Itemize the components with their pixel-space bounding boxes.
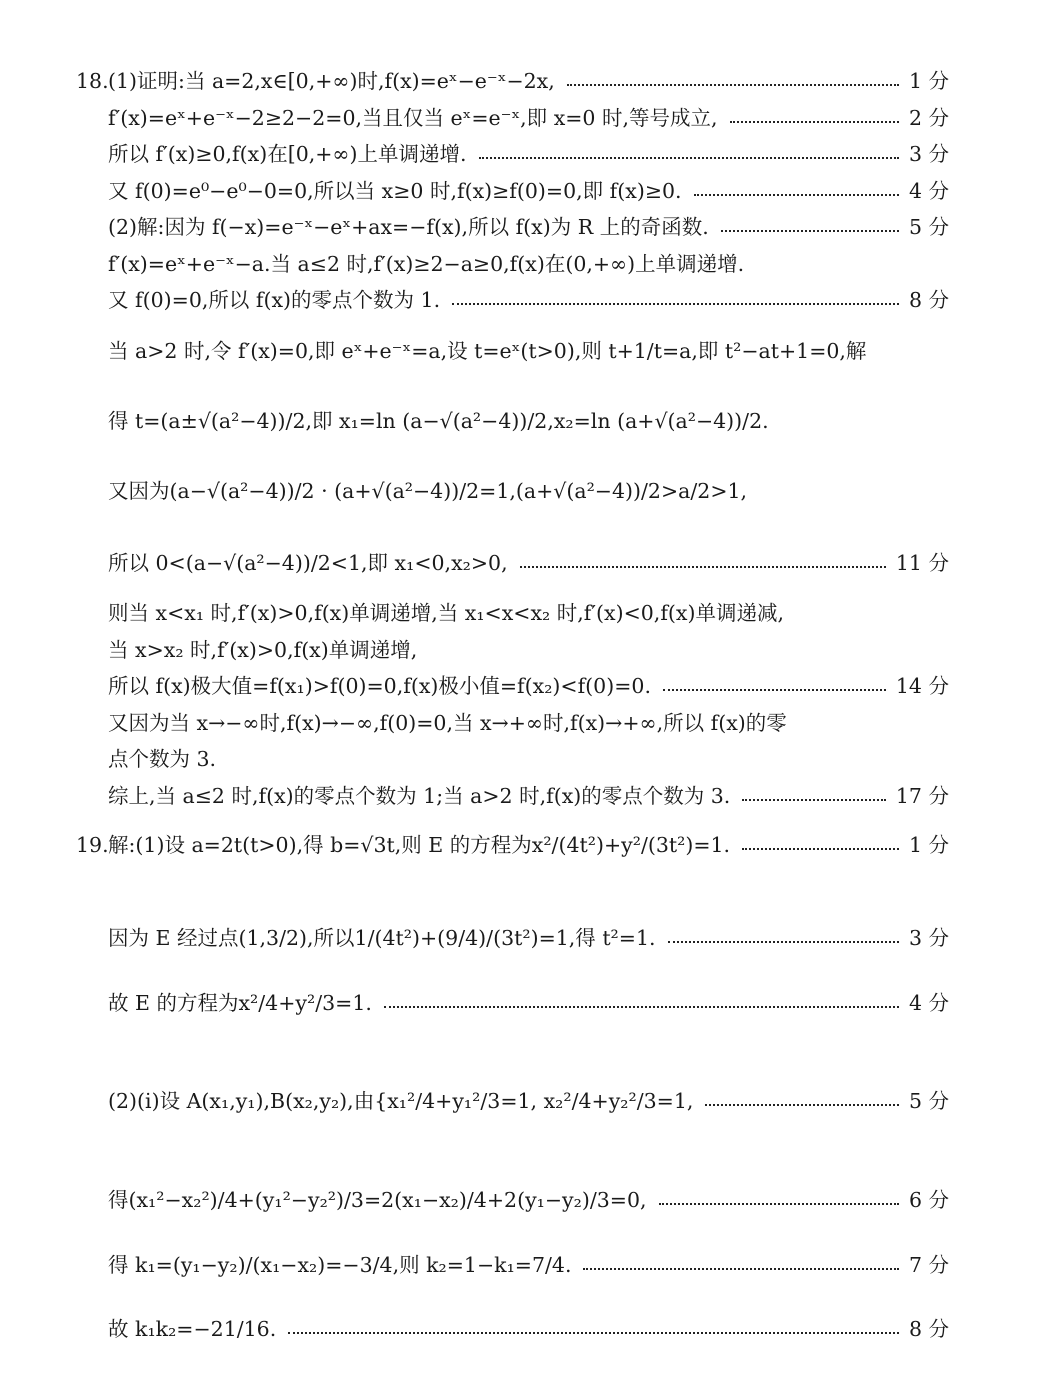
solution-text: 所以 f(x)极大值=f(x₁)>f(0)=0,f(x)极小值=f(x₂)<f(0)=0.: [108, 674, 651, 698]
q18-line-12: [108, 600, 949, 626]
q18-line-10: [108, 478, 949, 504]
solution-text: 当 x>x₂ 时,f′(x)>0,f(x)单调递增,: [108, 638, 418, 662]
solution-text: 所以 0<(a−√(a²−4))/2<1,即 x₁<0,x₂>0,: [108, 551, 508, 575]
score-label: 7 分: [908, 1253, 949, 1277]
solution-text: 综上,当 a≤2 时,f(x)的零点个数为 1;当 a>2 时,f(x)的零点个数为 3.: [108, 784, 731, 808]
score-label: 3 分: [908, 926, 949, 950]
dot-leader: [520, 566, 886, 568]
score-label: 8 分: [908, 1317, 949, 1341]
q19-line-1: [76, 832, 949, 858]
solution-text: 得 k₁=(y₁−y₂)/(x₁−x₂)=−3/4,则 k₂=1−k₁=7/4.: [108, 1253, 572, 1277]
dot-leader: [721, 230, 899, 232]
dot-leader: [730, 121, 899, 123]
solution-text: 得 t=(a±√(a²−4))/2,即 x₁=ln (a−√(a²−4))/2,x₂=ln (a+√(a²−4))/2.: [108, 409, 769, 433]
dot-leader: [288, 1332, 899, 1334]
score-label: 6 分: [908, 1188, 949, 1212]
solution-text: f′(x)=eˣ+e⁻ˣ−2≥2−2=0,当且仅当 eˣ=e⁻ˣ,即 x=0 时,等号成立,: [108, 106, 718, 130]
dot-leader: [583, 1268, 898, 1270]
q18-line-5: [108, 214, 949, 240]
solution-text: f′(x)=eˣ+e⁻ˣ−a.当 a≤2 时,f′(x)≥2−a≥0,f(x)在(0,+∞)上单调递增.: [108, 252, 745, 276]
solution-text: 解:(1)设 a=2t(t>0),得 b=√3t,则 E 的方程为x²/(4t²)+y²/(3t²)=1.: [108, 833, 731, 857]
score-label: 11 分: [895, 551, 949, 575]
solution-text: 又 f(0)=0,所以 f(x)的零点个数为 1.: [108, 288, 441, 312]
solution-text: 因为 E 经过点(1,3/2),所以1/(4t²)+(9/4)/(3t²)=1,得 t²=1.: [108, 926, 656, 950]
dot-leader: [567, 84, 899, 86]
q19-line-6: [108, 1252, 949, 1278]
dot-leader: [742, 799, 886, 801]
q19-line-2: [108, 925, 949, 951]
q18-line-14: [108, 673, 949, 699]
solution-text: 故 E 的方程为x²/4+y²/3=1.: [108, 991, 372, 1015]
q18-line-15: [108, 710, 949, 736]
q18-line-6: [108, 251, 949, 277]
q18-line-13: [108, 637, 949, 663]
score-label: 4 分: [908, 179, 949, 203]
score-label: 8 分: [908, 288, 949, 312]
solution-text: (2)(ⅰ)设 A(x₁,y₁),B(x₂,y₂),由{x₁²/4+y₁²/3=1, x₂²/4+y₂²/3=1,: [108, 1089, 694, 1113]
q18-line-9: [108, 408, 949, 434]
solution-text: 又因为当 x→−∞时,f(x)→−∞,f(0)=0,当 x→+∞时,f(x)→+∞,所以 f(x)的零: [108, 711, 787, 735]
solution-text: 当 a>2 时,令 f′(x)=0,即 eˣ+e⁻ˣ=a,设 t=eˣ(t>0),则 t+1/t=a,即 t²−at+1=0,解: [108, 339, 867, 363]
score-label: 2 分: [908, 106, 949, 130]
solution-text: 所以 f′(x)≥0,f(x)在[0,+∞)上单调递增.: [108, 142, 467, 166]
solution-text: 又 f(0)=e⁰−e⁰−0=0,所以当 x≥0 时,f(x)≥f(0)=0,即 f(x)≥0.: [108, 179, 682, 203]
q18-line-7: [108, 287, 949, 313]
score-label: 3 分: [908, 142, 949, 166]
score-label: 5 分: [908, 215, 949, 239]
dot-leader: [668, 941, 899, 943]
dot-leader: [705, 1104, 899, 1106]
dot-leader: [452, 303, 899, 305]
q18-line-16: [108, 746, 949, 772]
q18-line-1: [76, 68, 949, 94]
q19-line-3: [108, 990, 949, 1016]
score-label: 1 分: [908, 833, 949, 857]
q18-line-17: [108, 783, 949, 809]
q18-line-2: [108, 105, 949, 131]
solution-text: (1)证明:当 a=2,x∈[0,+∞)时,f(x)=eˣ−e⁻ˣ−2x,: [108, 69, 555, 93]
solution-text: (2)解:因为 f(−x)=e⁻ˣ−eˣ+ax=−f(x),所以 f(x)为 R 上的奇函数.: [108, 215, 709, 239]
q19-line-4: [108, 1088, 949, 1114]
dot-leader: [694, 194, 899, 196]
solution-text: 故 k₁k₂=−21/16.: [108, 1317, 277, 1341]
question-number: 19.: [76, 833, 109, 857]
solution-text: 点个数为 3.: [108, 747, 217, 771]
score-label: 4 分: [908, 991, 949, 1015]
dot-leader: [742, 848, 899, 850]
dot-leader: [663, 689, 886, 691]
dot-leader: [659, 1203, 899, 1205]
q19-line-5: [108, 1187, 949, 1213]
score-label: 1 分: [908, 69, 949, 93]
score-label: 14 分: [895, 674, 949, 698]
question-number: 18.: [76, 69, 109, 93]
q18-line-4: [108, 178, 949, 204]
dot-leader: [479, 157, 899, 159]
q18-line-8: [108, 338, 949, 364]
solution-text: 则当 x<x₁ 时,f′(x)>0,f(x)单调递增,当 x₁<x<x₂ 时,f′(x)<0,f(x)单调递减,: [108, 601, 784, 625]
solution-text: 得(x₁²−x₂²)/4+(y₁²−y₂²)/3=2(x₁−x₂)/4+2(y₁−y₂)/3=0,: [108, 1188, 647, 1212]
score-label: 5 分: [908, 1089, 949, 1113]
dot-leader: [384, 1006, 899, 1008]
solution-text: 又因为(a−√(a²−4))/2 · (a+√(a²−4))/2=1,(a+√(a²−4))/2>a/2>1,: [108, 479, 748, 503]
q18-line-11: [108, 550, 949, 576]
q18-line-3: [108, 141, 949, 167]
score-label: 17 分: [895, 784, 949, 808]
q19-line-7: [108, 1316, 949, 1342]
